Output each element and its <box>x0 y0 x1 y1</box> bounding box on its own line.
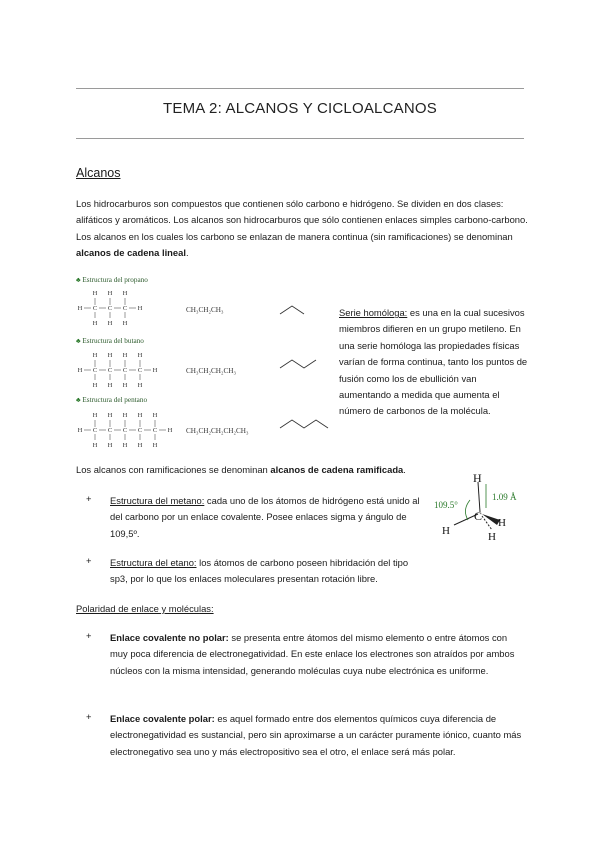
bullet-no-polar-text: se presenta entre átomos del mismo elemento o entre átomos con muy poca diferencia de electronegatividad. En este enlace los electrones son atraídos por ambos núcleos con la misma intensidad, generando moléculas cuya nube electrónica es uniforme. <box>110 632 515 676</box>
atom-h-top: H <box>473 471 482 485</box>
formula-butano: CH₃CH₂CH₂CH₃ <box>186 367 236 375</box>
hydrogen-atom-label: H <box>122 320 128 327</box>
hydrogen-atom-label: H <box>137 442 143 449</box>
hydrogen-atom-label: H <box>107 290 113 297</box>
ramificados-bold-term: alcanos de cadena ramificada <box>270 464 404 475</box>
leaf-icon: ♣ <box>76 276 81 284</box>
structure-label-propano <box>76 276 148 284</box>
bullet-metano-text: cada uno de los átomos de hidrógeno está unido al del carbono por un enlace covalente. Posee enlaces sigma y ángulo de 109,5º. <box>110 495 420 539</box>
hydrogen-atom-label: H <box>137 305 143 312</box>
bullet-no-polar-term: Enlace covalente no polar: <box>110 632 229 643</box>
structure-label-text: Estructura del pentano <box>82 396 148 404</box>
carbon-atom-label: C <box>152 427 158 434</box>
hydrogen-atom-label: H <box>107 412 113 419</box>
bond-c-h-top <box>478 482 480 512</box>
hydrogen-atom-label: H <box>107 352 113 359</box>
title-underline-rule <box>76 138 524 139</box>
hydrogen-atom-label: H <box>122 382 128 389</box>
hydrogen-atom-label: H <box>137 412 143 419</box>
carbon-atom-label: C <box>107 305 113 312</box>
formula-pentano: CH₃CH₂CH₂CH₂CH₃ <box>186 427 249 435</box>
bullet-marker: + <box>86 711 92 722</box>
bullet-metano <box>110 493 422 542</box>
hydrogen-atom-label: H <box>107 442 113 449</box>
intro-end: . <box>185 247 189 259</box>
skeletal-propano <box>280 306 304 314</box>
bullet-no-polar <box>110 630 526 679</box>
hydrogen-atom-label: H <box>122 352 128 359</box>
carbon-atom-label: C <box>122 367 128 374</box>
bullet-etano-text: los átomos de carbono poseen hibridación del tipo sp3, por lo que los enlaces moleculares presentan rotación libre. <box>110 557 409 585</box>
hydrogen-atom-label: H <box>122 290 128 297</box>
angle-label: 109.5° <box>434 500 458 510</box>
propano-structure <box>78 290 143 327</box>
hydrogen-atom-label: H <box>77 427 83 434</box>
hydrogen-atom-label: H <box>77 367 83 374</box>
polaridad-heading: Polaridad de enlace y moléculas: <box>76 603 214 614</box>
serie-homologa-paragraph <box>339 305 531 420</box>
intro-bold-term: alcanos de cadena lineal <box>76 247 186 259</box>
skeletal-pentano <box>280 420 328 428</box>
ramificados-end: . <box>403 464 406 475</box>
bullet-polar-text: es aquel formado entre dos elementos químicos cuya diferencia de electronegatividad es sustancial, pero sin aproximarse a un carácter puramente iónico, cuanto más electronegativo sea uno y más electropositivo sea el otro, el enlace será más polar. <box>110 713 522 757</box>
atom-h-left: H <box>442 525 450 537</box>
carbon-atom-label: C <box>137 367 143 374</box>
carbon-atom-label: C <box>122 427 128 434</box>
hydrogen-atom-label: H <box>152 412 158 419</box>
section-heading-alcanos: Alcanos <box>76 166 121 180</box>
carbon-atom-label: C <box>92 367 98 374</box>
bond-length-label: 1.09 Å <box>492 492 517 502</box>
carbon-atom-label: C <box>107 367 113 374</box>
carbon-atom-label: C <box>92 305 98 312</box>
ramificados-paragraph <box>76 462 436 478</box>
hydrogen-atom-label: H <box>77 305 83 312</box>
hydrogen-atom-label: H <box>122 412 128 419</box>
carbon-atom-label: C <box>107 427 113 434</box>
bullet-marker: + <box>86 555 92 566</box>
hydrogen-atom-label: H <box>92 382 98 389</box>
hydrogen-atom-label: H <box>92 320 98 327</box>
hydrogen-atom-label: H <box>167 427 173 434</box>
butano-structure <box>78 352 158 389</box>
hydrogen-atom-label: H <box>107 320 113 327</box>
leaf-icon: ♣ <box>76 337 81 345</box>
hydrogen-atom-label: H <box>92 412 98 419</box>
serie-homologa-term: Serie homóloga: <box>339 307 408 318</box>
hydrogen-atom-label: H <box>92 442 98 449</box>
angle-arc <box>465 500 470 520</box>
carbon-atom-label: C <box>137 427 143 434</box>
bullet-etano <box>110 555 422 588</box>
intro-text: Los hidrocarburos son compuestos que contienen sólo carbono e hidrógeno. Se dividen en dos clases: alifáticos y aromáticos. Los alcanos son hidrocarburos que sólo contienen enlaces simples carbono-carbono. Los alcanos en los cuales los carbono se enlazan de manera continua (sin ramificaciones) se denominan <box>76 198 528 242</box>
carbon-atom-label: C <box>122 305 128 312</box>
leaf-icon: ♣ <box>76 396 81 404</box>
pentano-structure <box>78 412 173 449</box>
skeletal-formulas-svg <box>278 300 338 440</box>
atom-h-bottom: H <box>488 531 496 543</box>
bullet-marker: + <box>86 493 92 504</box>
top-rule <box>76 88 524 89</box>
structure-label-text: Estructura del propano <box>82 276 148 284</box>
ramificados-text: Los alcanos con ramificaciones se denominan <box>76 464 271 475</box>
atom-c: C <box>474 509 483 523</box>
hydrogen-atom-label: H <box>92 352 98 359</box>
hydrogen-atom-label: H <box>152 367 158 374</box>
bullet-polar-term: Enlace covalente polar: <box>110 713 215 724</box>
hydrogen-atom-label: H <box>152 442 158 449</box>
hydrogen-atom-label: H <box>122 442 128 449</box>
bullet-polar <box>110 711 526 760</box>
intro-paragraph <box>76 196 528 262</box>
atom-h-right: H <box>498 517 506 529</box>
formula-propano: CH₃CH₂CH₃ <box>186 306 224 314</box>
hydrogen-atom-label: H <box>107 382 113 389</box>
bullet-metano-term: Estructura del metano: <box>110 495 205 506</box>
skeletal-butano <box>280 360 316 368</box>
page-title: TEMA 2: ALCANOS Y CICLOALCANOS <box>163 100 437 117</box>
bullet-marker: + <box>86 630 92 641</box>
hydrogen-atom-label: H <box>137 382 143 389</box>
serie-homologa-text: es una en la cual sucesivos miembros difieren en un grupo metileno. En una serie homóloga las propiedades físicas varían de forma continua, tanto los puntos de fusión como los de ebullición van aumentando a medida que aumenta el número de carbonos de la molécula. <box>339 307 528 417</box>
hydrogen-atom-label: H <box>137 352 143 359</box>
structure-label-text: Estructura del butano <box>82 337 144 345</box>
hydrogen-atom-label: H <box>92 290 98 297</box>
methane-structure-figure <box>430 470 550 550</box>
carbon-atom-label: C <box>92 427 98 434</box>
bullet-etano-term: Estructura del etano: <box>110 557 197 568</box>
